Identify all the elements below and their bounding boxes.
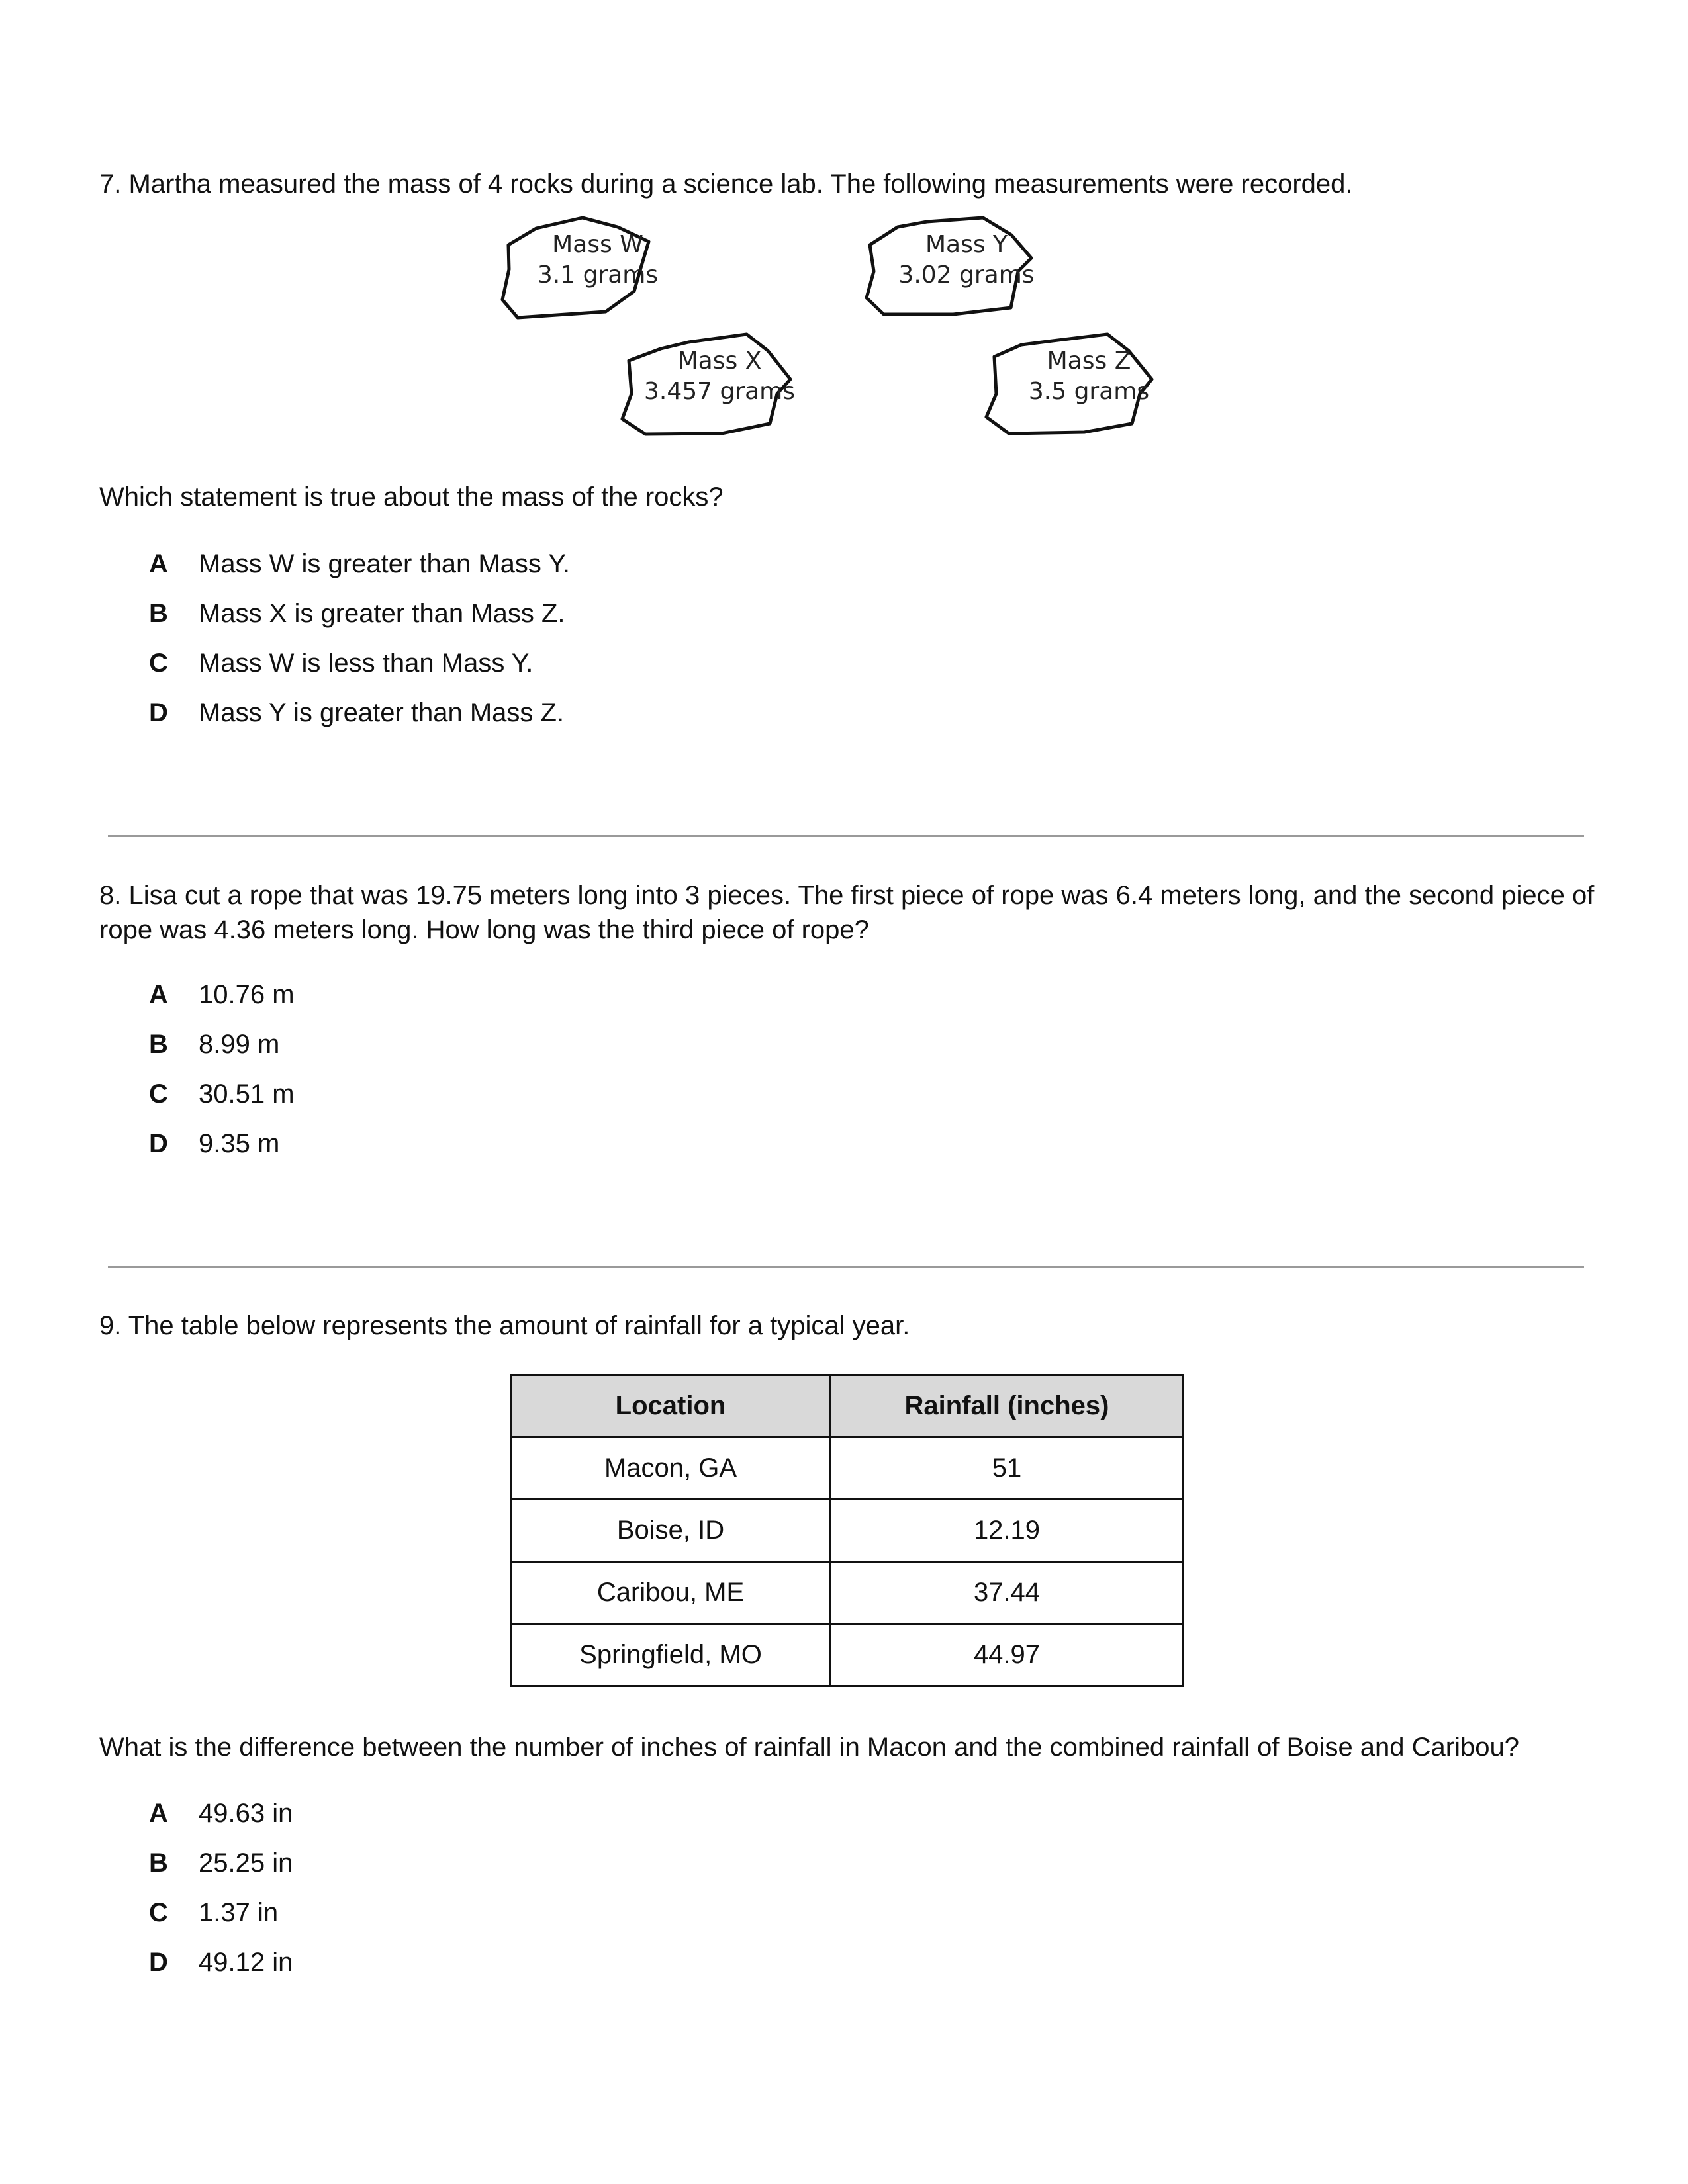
rainfall-cell: 44.97 — [831, 1624, 1184, 1686]
choice-letter: A — [149, 1799, 168, 1828]
q9-question: What is the difference between the number of inches of rainfall in Macon and the combined rainfall of Boise and Caribou? — [99, 1733, 1519, 1762]
rock-w — [502, 218, 658, 318]
choice-letter: A — [149, 549, 168, 578]
table-header-row — [511, 1375, 1184, 1437]
rock-w-value: 3.1 grams — [537, 261, 659, 289]
section-divider — [108, 1266, 1584, 1268]
rock-y-value: 3.02 grams — [898, 261, 1035, 289]
choice-text: Mass X is greater than Mass Z. — [199, 599, 565, 628]
choice-letter: B — [149, 599, 168, 628]
rock-x — [622, 334, 795, 434]
section-divider — [108, 835, 1584, 837]
q7-choice-c[interactable] — [149, 646, 570, 696]
choice-letter: B — [149, 1848, 168, 1878]
q8-prompt: 8. Lisa cut a rope that was 19.75 meters long into 3 pieces. The first piece of rope was 6.4 meters long, and the second piece of rope was 4.36 meters long. How long was the third piece of rope? — [99, 881, 1595, 944]
q7-question: Which statement is true about the mass of the rocks? — [99, 482, 724, 512]
rainfall-cell: 12.19 — [831, 1500, 1184, 1562]
rock-y — [867, 218, 1035, 314]
header-location: Location — [511, 1375, 831, 1437]
rock-mass-diagram — [490, 208, 1205, 447]
choice-letter: A — [149, 980, 168, 1009]
q8-choice-b[interactable] — [149, 1027, 295, 1077]
q7-choice-d[interactable] — [149, 696, 570, 745]
q8-choice-a[interactable] — [149, 978, 295, 1027]
choice-letter: C — [149, 1898, 168, 1927]
rock-w-name: Mass W — [552, 231, 643, 258]
q8-choice-c[interactable] — [149, 1077, 295, 1126]
q7-choices — [149, 547, 570, 745]
choice-text: 1.37 in — [199, 1898, 279, 1927]
choice-text: 49.12 in — [199, 1948, 293, 1977]
q9-choice-a[interactable] — [149, 1796, 293, 1846]
choice-text: 30.51 m — [199, 1079, 295, 1109]
choice-text: Mass W is greater than Mass Y. — [199, 549, 570, 578]
q8-choices — [149, 978, 295, 1176]
choice-letter: B — [149, 1030, 168, 1059]
rainfall-cell: 37.44 — [831, 1562, 1184, 1624]
q7-choice-a[interactable] — [149, 547, 570, 596]
choice-text: Mass W is less than Mass Y. — [199, 649, 534, 678]
rainfall-table — [510, 1374, 1184, 1687]
table-row — [511, 1437, 1184, 1500]
choice-text: Mass Y is greater than Mass Z. — [199, 698, 565, 727]
location-cell: Macon, GA — [511, 1437, 831, 1500]
choice-letter: D — [149, 1948, 168, 1977]
rock-z-name: Mass Z — [1047, 347, 1131, 375]
choice-letter: C — [149, 649, 168, 678]
rock-x-name: Mass X — [677, 347, 762, 375]
choice-text: 9.35 m — [199, 1129, 280, 1158]
location-cell: Springfield, MO — [511, 1624, 831, 1686]
location-cell: Caribou, ME — [511, 1562, 831, 1624]
table-row — [511, 1500, 1184, 1562]
q7-prompt: 7. Martha measured the mass of 4 rocks during a science lab. The following measurements were recorded. — [99, 169, 1353, 199]
choice-letter: D — [149, 1129, 168, 1158]
choice-letter: C — [149, 1079, 168, 1109]
choice-text: 25.25 in — [199, 1848, 293, 1878]
table-row — [511, 1562, 1184, 1624]
q9-choice-c[interactable] — [149, 1895, 293, 1945]
table-row — [511, 1624, 1184, 1686]
rock-x-value: 3.457 grams — [643, 378, 796, 405]
choice-letter: D — [149, 698, 168, 727]
rock-y-name: Mass Y — [925, 231, 1008, 258]
choice-text: 10.76 m — [199, 980, 295, 1009]
q8-choice-d[interactable] — [149, 1126, 295, 1176]
q9-choice-d[interactable] — [149, 1945, 293, 1995]
q9-choice-b[interactable] — [149, 1846, 293, 1895]
header-rainfall: Rainfall (inches) — [831, 1375, 1184, 1437]
q9-choices — [149, 1796, 293, 1995]
q9-prompt: 9. The table below represents the amount of rainfall for a typical year. — [99, 1311, 910, 1340]
choice-text: 8.99 m — [199, 1030, 280, 1059]
choice-text: 49.63 in — [199, 1799, 293, 1828]
rainfall-cell: 51 — [831, 1437, 1184, 1500]
rock-z-value: 3.5 grams — [1028, 378, 1150, 405]
q7-choice-b[interactable] — [149, 596, 570, 646]
location-cell: Boise, ID — [511, 1500, 831, 1562]
rock-z — [986, 334, 1152, 433]
